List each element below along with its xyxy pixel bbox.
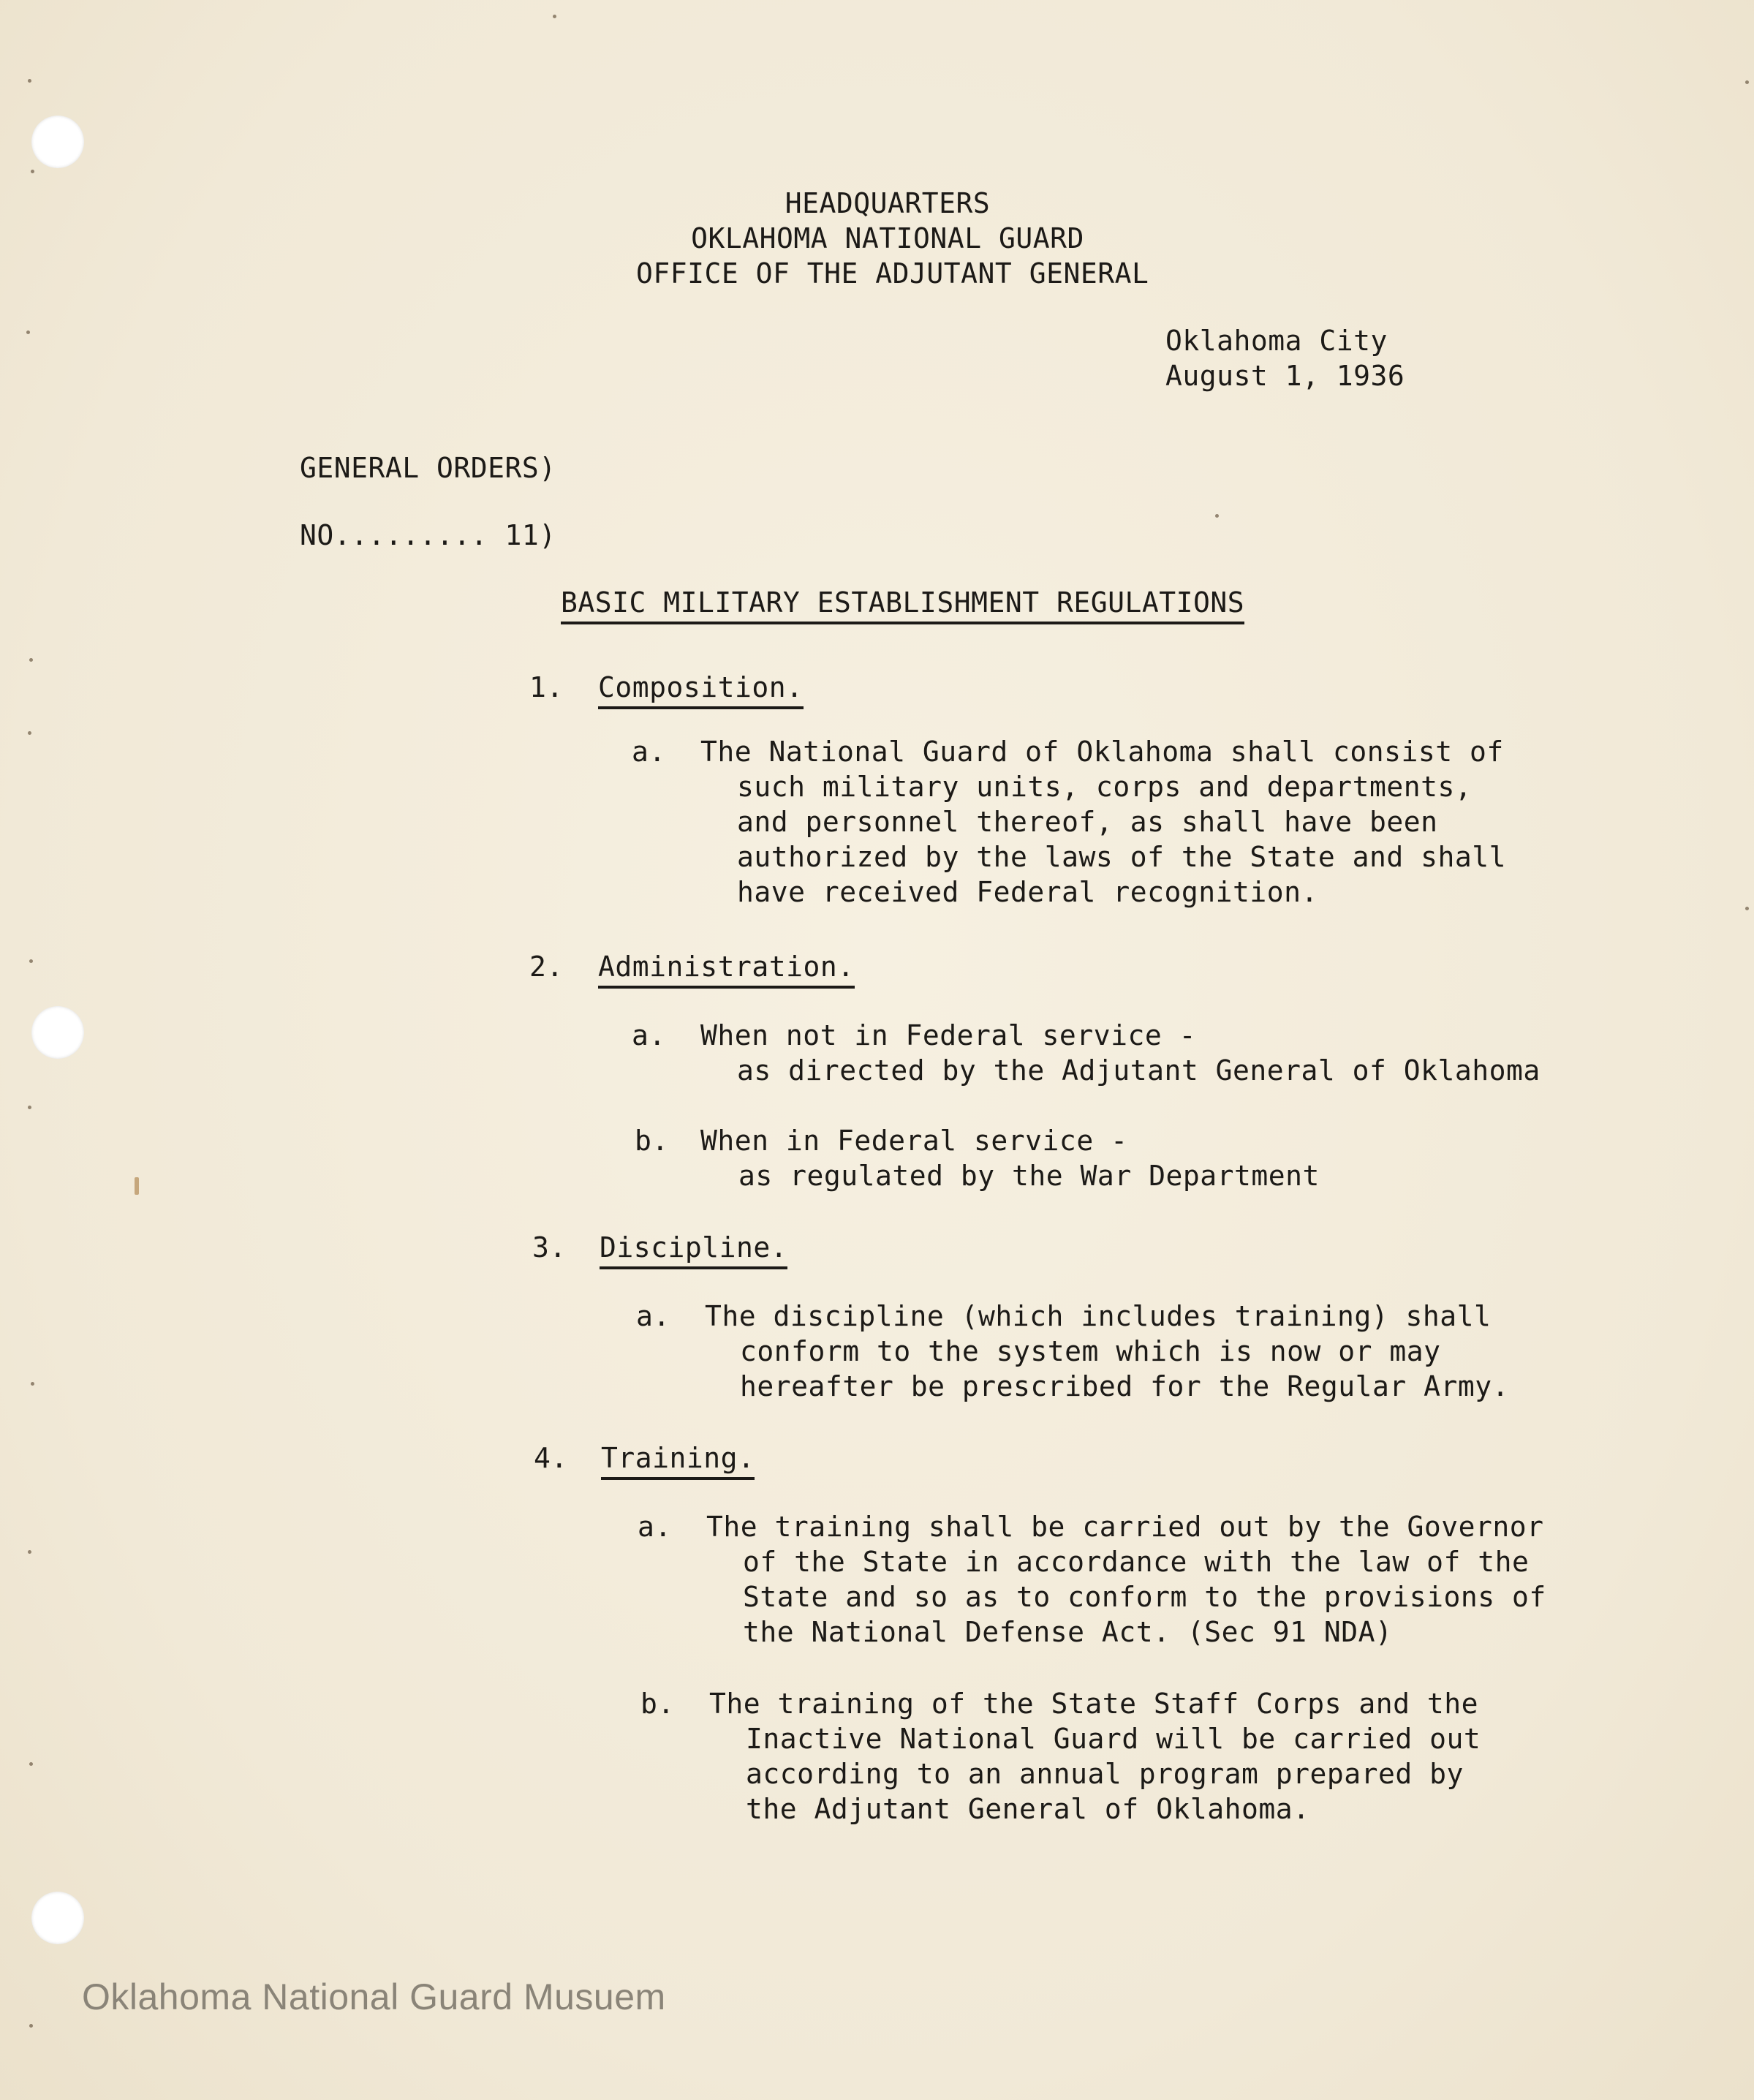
section-heading-composition: Composition. [598, 670, 804, 709]
paragraph-line: according to an annual program prepared by [746, 1758, 1464, 1790]
paragraph-line: conform to the system which is now or may [740, 1335, 1441, 1367]
paragraph-line: State and so as to conform to the provisions of [743, 1581, 1546, 1613]
paragraph-line: The training shall be carried out by the Governor [706, 1511, 1544, 1543]
paper-speck [28, 1106, 31, 1109]
paragraph-line: Inactive National Guard will be carried out [746, 1723, 1481, 1755]
paper-speck [28, 731, 31, 735]
header-line-guard: OKLAHOMA NATIONAL GUARD [691, 222, 1084, 254]
paragraph-line: hereafter be prescribed for the Regular Army. [740, 1370, 1510, 1402]
paragraph-line: such military units, corps and departments, [737, 771, 1473, 803]
paragraph-line: of the State in accordance with the law of the [743, 1546, 1530, 1578]
paragraph-line: The training of the State Staff Corps and the [709, 1688, 1479, 1720]
section-heading-training: Training. [601, 1440, 755, 1480]
header-line-office: OFFICE OF THE ADJUTANT GENERAL [636, 257, 1149, 290]
paper-speck [31, 1382, 34, 1386]
paper-speck [28, 1550, 31, 1554]
section-heading-discipline: Discipline. [600, 1230, 787, 1269]
paper-speck [29, 959, 33, 963]
header-line-headquarters: HEADQUARTERS [785, 187, 991, 219]
dateline-place: Oklahoma City [1165, 325, 1388, 357]
paragraph-line: When in Federal service - [700, 1125, 1128, 1157]
paper-speck [28, 79, 31, 83]
item-letter: a. [638, 1511, 672, 1543]
paragraph-line: and personnel thereof, as shall have been [737, 806, 1438, 838]
paragraph-line: The discipline (which includes training) shall [705, 1300, 1492, 1332]
paragraph-line: as regulated by the War Department [738, 1160, 1320, 1192]
binder-hole-bottom [31, 1892, 84, 1944]
section-number: 4. [534, 1442, 568, 1474]
section-number: 1. [529, 671, 564, 703]
dateline-date: August 1, 1936 [1165, 360, 1405, 392]
museum-watermark: Oklahoma National Guard Musuem [82, 1976, 666, 2017]
general-orders-label: GENERAL ORDERS) [300, 452, 556, 484]
paper-speck [26, 331, 30, 334]
paper-speck [29, 2024, 33, 2028]
paper-speck [135, 1177, 139, 1195]
paper-speck [29, 1762, 33, 1766]
paper-speck [1745, 907, 1749, 910]
paragraph-line: the National Defense Act. (Sec 91 NDA) [743, 1616, 1393, 1648]
section-number: 3. [532, 1231, 567, 1264]
item-letter: a. [632, 1019, 666, 1051]
item-letter: a. [636, 1300, 670, 1332]
paragraph-line: have received Federal recognition. [737, 876, 1318, 908]
paragraph-line: When not in Federal service - [700, 1019, 1196, 1051]
paragraph-line: authorized by the laws of the State and shall [737, 841, 1507, 873]
item-letter: b. [635, 1125, 669, 1157]
paper-speck [1215, 514, 1219, 518]
paper-speck [1745, 80, 1749, 84]
paper-speck [553, 15, 556, 18]
item-letter: b. [640, 1688, 675, 1720]
document-title: BASIC MILITARY ESTABLISHMENT REGULATIONS [561, 585, 1244, 624]
section-number: 2. [529, 951, 564, 983]
binder-hole-top [31, 116, 84, 168]
paper-speck [29, 658, 33, 662]
paper-speck [31, 170, 34, 173]
paragraph-line: The National Guard of Oklahoma shall consist of [700, 736, 1504, 768]
item-letter: a. [632, 736, 666, 768]
binder-hole-middle [31, 1006, 84, 1059]
section-heading-administration: Administration. [598, 949, 855, 989]
paragraph-line: the Adjutant General of Oklahoma. [746, 1793, 1310, 1825]
paragraph-line: as directed by the Adjutant General of Oklahoma [737, 1054, 1541, 1087]
general-orders-number: NO......... 11) [300, 519, 556, 551]
